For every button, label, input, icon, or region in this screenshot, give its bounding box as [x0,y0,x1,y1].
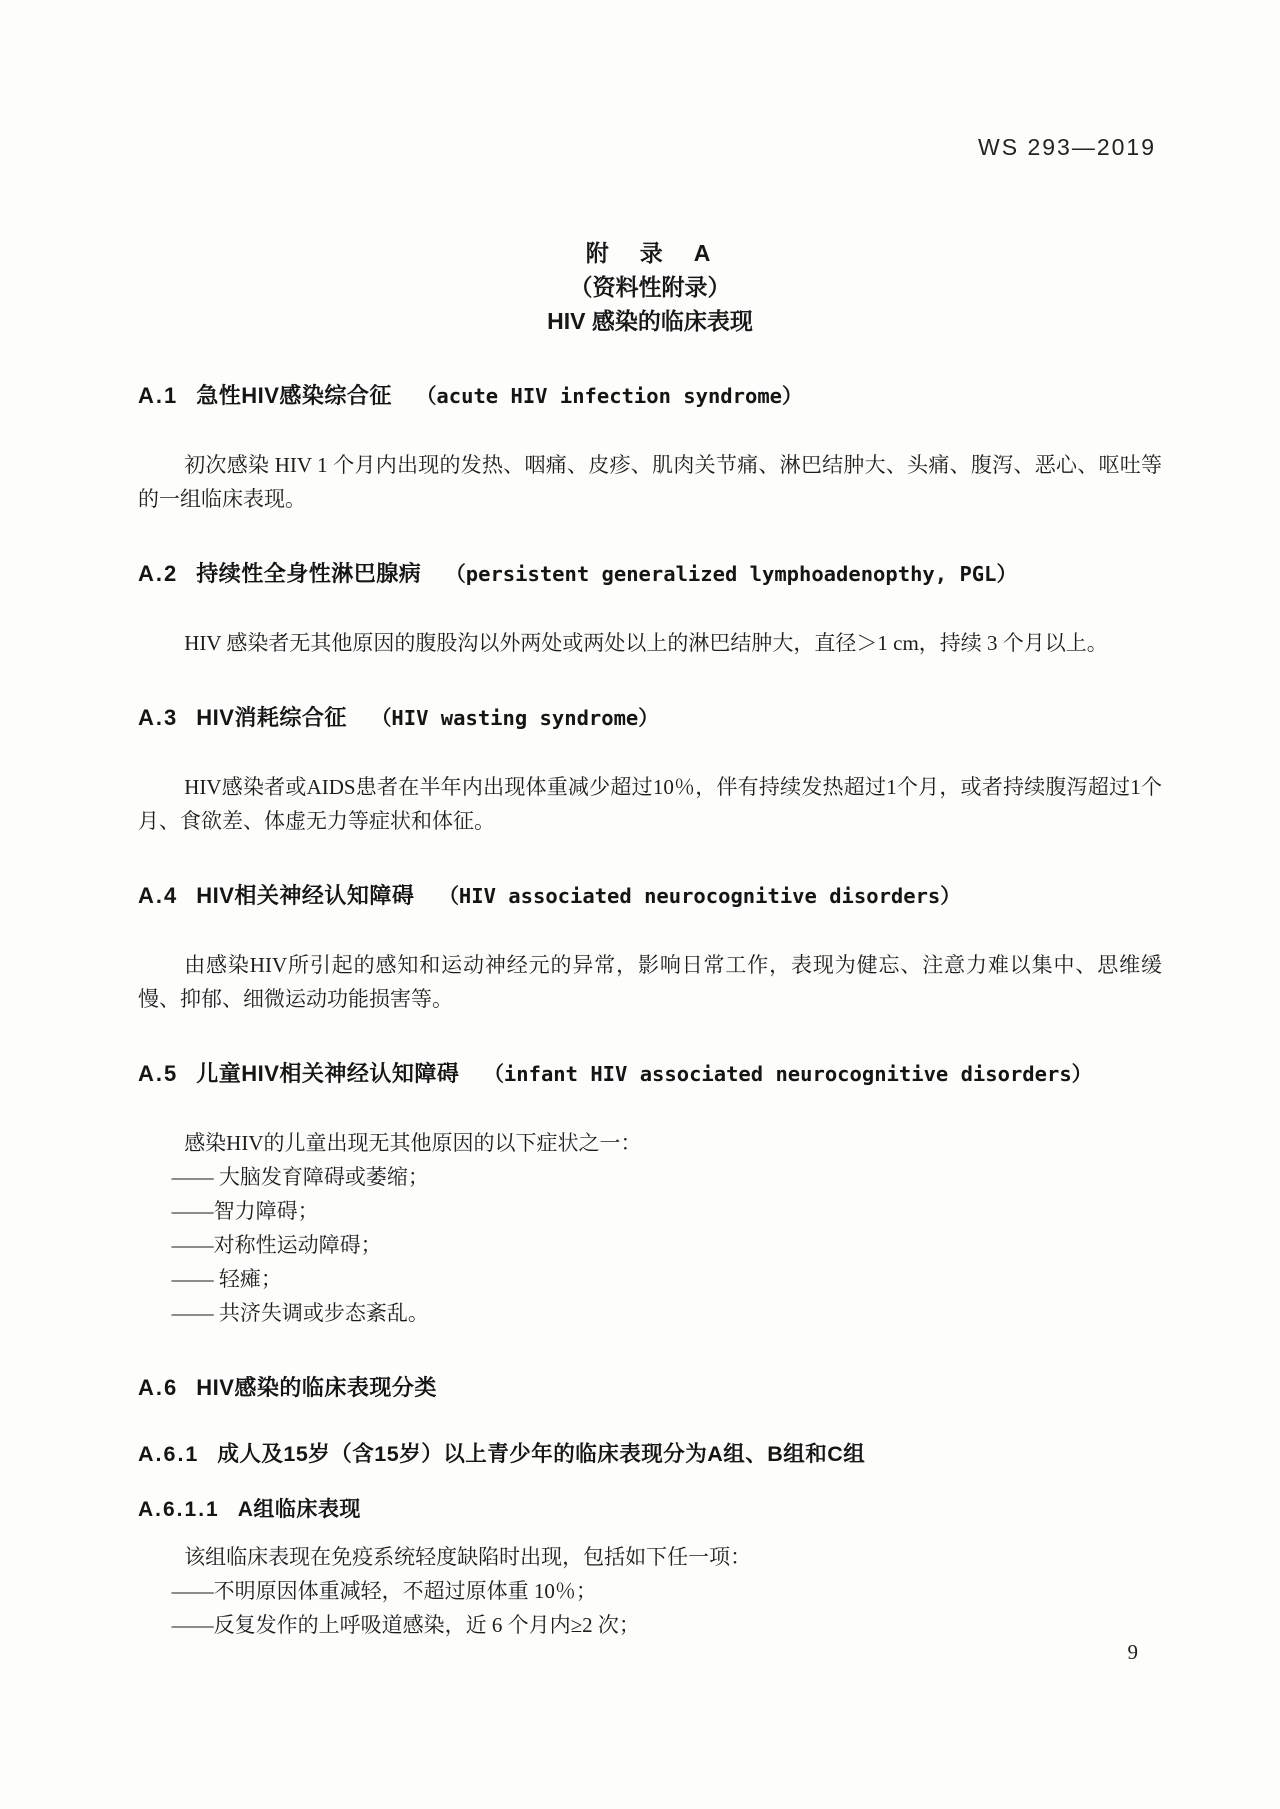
section-title-en: （HIV wasting syndrome） [370,706,659,730]
paragraph: HIV感染者或AIDS患者在半年内出现体重减少超过10％，伴有持续发热超过1个月，或者持续腹泻超过1个月、食欲差、体虚无力等症状和体征。 [138,775,1162,833]
section-a-4 [138,882,1162,1016]
section-title-zh: 成人及15岁（含15岁）以上青少年的临床表现分为A组、B组和C组 [217,1442,866,1466]
standard-number-header: WS 293—2019 [978,134,1156,160]
section-title-zh: HIV消耗综合征 [196,705,347,730]
section-heading [138,382,1162,410]
appendix-subtitle: （资料性附录） [569,274,731,300]
page-number: 9 [1127,1640,1138,1664]
sections-container [138,382,1162,1642]
list-item: —— 大脑发育障碍或萎缩； [171,1165,429,1189]
paragraph: 该组临床表现在免疫系统轻度缺陷时出现，包括如下任一项： [184,1545,752,1569]
section-heading [138,1496,1162,1524]
list-item: ——反复发作的上呼吸道感染，近 6 个月内≥2 次； [171,1613,640,1637]
section-number: A.3 [138,705,179,730]
section-heading [138,1440,1162,1468]
appendix-title: 附 录 A [585,240,715,266]
section-number: A.5 [138,1061,179,1086]
list-item: ——对称性运动障碍； [171,1233,382,1257]
section-a-6 [138,1374,1162,1402]
section-number: A.2 [138,561,179,586]
section-a-2 [138,560,1162,660]
appendix-heading: HIV 感染的临床表现 [547,308,753,334]
section-heading [138,1374,1162,1402]
section-heading [138,704,1162,732]
section-heading [138,560,1162,588]
section-a-5 [138,1060,1162,1330]
section-title-zh: 持续性全身性淋巴腺病 [196,561,422,586]
section-title-zh: HIV相关神经认知障碍 [196,883,415,908]
section-title-en: （infant HIV associated neurocognitive disorders） [483,1062,1093,1086]
section-a-6-1-1 [138,1496,1162,1642]
paragraph: 感染HIV的儿童出现无其他原因的以下症状之一： [184,1131,642,1155]
section-number: A.6 [138,1375,179,1400]
section-a-1 [138,382,1162,516]
section-number: A.4 [138,883,179,908]
section-heading [138,1060,1162,1088]
paragraph: 初次感染 HIV 1 个月内出现的发热、咽痛、皮疹、肌肉关节痛、淋巴结肿大、头痛、腹泻、恶心、呕吐等的一组临床表现。 [138,453,1162,511]
section-a-6-1 [138,1440,1162,1468]
list-item: ——智力障碍； [171,1199,319,1223]
list-item: —— 轻瘫； [171,1267,282,1291]
section-title-zh: HIV感染的临床表现分类 [196,1375,437,1400]
section-title-zh: A组临床表现 [237,1498,361,1521]
paragraph: HIV 感染者无其他原因的腹股沟以外两处或两处以上的淋巴结肿大，直径＞1 cm，持续 3 个月以上。 [184,631,1108,655]
section-title-zh: 急性HIV感染综合征 [196,383,392,408]
list-item: ——不明原因体重减轻，不超过原体重 10％； [171,1579,597,1603]
section-number: A.1 [138,383,179,408]
section-title-en: （HIV associated neurocognitive disorders） [438,884,961,908]
section-heading [138,882,1162,910]
appendix-title-block [138,0,1162,338]
section-number: A.6.1 [138,1442,200,1466]
list-item: —— 共济失调或步态紊乱。 [171,1301,429,1325]
section-title-zh: 儿童HIV相关神经认知障碍 [196,1061,460,1086]
section-number: A.6.1.1 [138,1498,220,1521]
section-title-en: （acute HIV infection syndrome） [415,384,803,408]
section-title-en: （persistent generalized lymphoadenopthy, PGL） [445,562,1017,586]
paragraph: 由感染HIV所引起的感知和运动神经元的异常，影响日常工作，表现为健忘、注意力难以集中、思维缓慢、抑郁、细微运动功能损害等。 [138,953,1162,1011]
section-a-3 [138,704,1162,838]
